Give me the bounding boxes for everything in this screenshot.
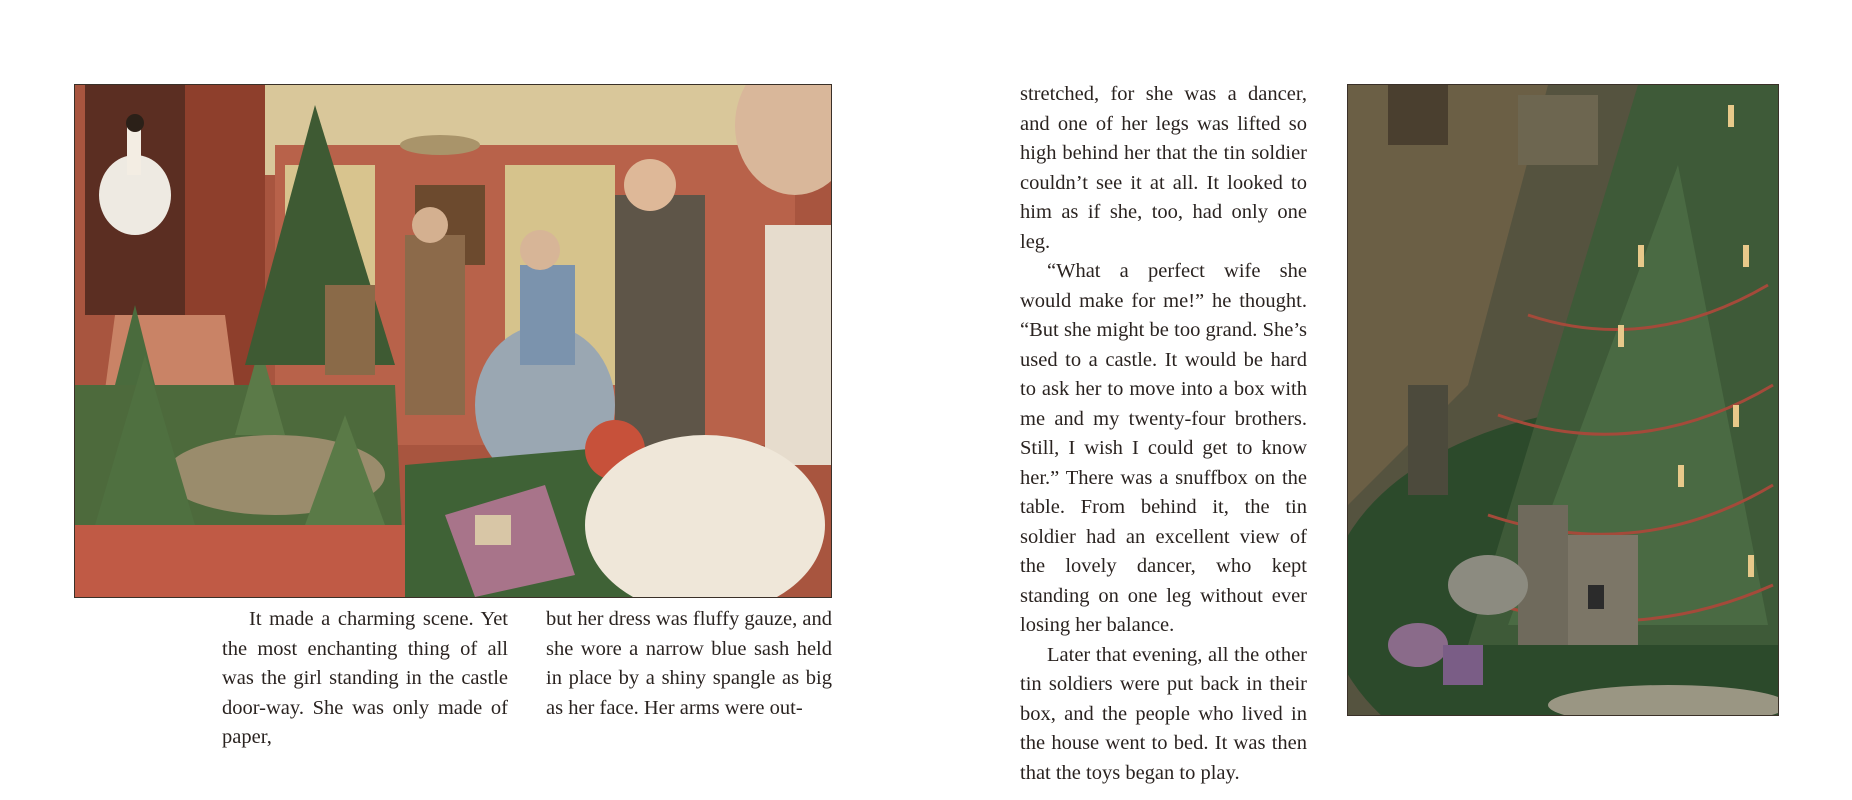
paragraph: It made a charming scene. Yet the most enchanting thing of all was the girl standing in the castle door-way. She was only made of paper, (222, 608, 508, 748)
paragraph: stretched, for she was a dancer, and one of her legs was lifted so high behind her that the tin soldier couldn’t see it at all. It looked to him as if she, too, had only one leg. (1020, 83, 1307, 253)
paragraph: Later that evening, all the other tin soldiers were put back in their box, and the people who lived in the house went to bed. It was then that the toys began to play. (1020, 643, 1307, 784)
illustration-christmas-tree-night (1347, 84, 1779, 716)
right-page (926, 0, 1852, 800)
paragraph: but her dress was fluffy gauze, and she wore a narrow blue sash held in place by a shiny spangle as big as her face. Her arms were out- (546, 608, 832, 719)
paragraph: “What a perfect wife she would make for me!” he thought. “But she might be too grand. She’s used to a castle. It would be hard to ask her to move into a box with me and my twenty-four brothers. Still, I wish I could get to know her.” There was a snuffbox on the table. From behind it, the tin soldier had an excellent view of the lovely dancer, who kept standing on one leg without ever losing her balance. (1020, 260, 1307, 636)
text-column-b (546, 605, 832, 723)
text-column-a (222, 605, 508, 753)
tree-scene-image (1348, 85, 1778, 715)
party-scene-image (75, 85, 831, 597)
text-column-c (1020, 80, 1307, 788)
illustration-christmas-party (74, 84, 832, 598)
